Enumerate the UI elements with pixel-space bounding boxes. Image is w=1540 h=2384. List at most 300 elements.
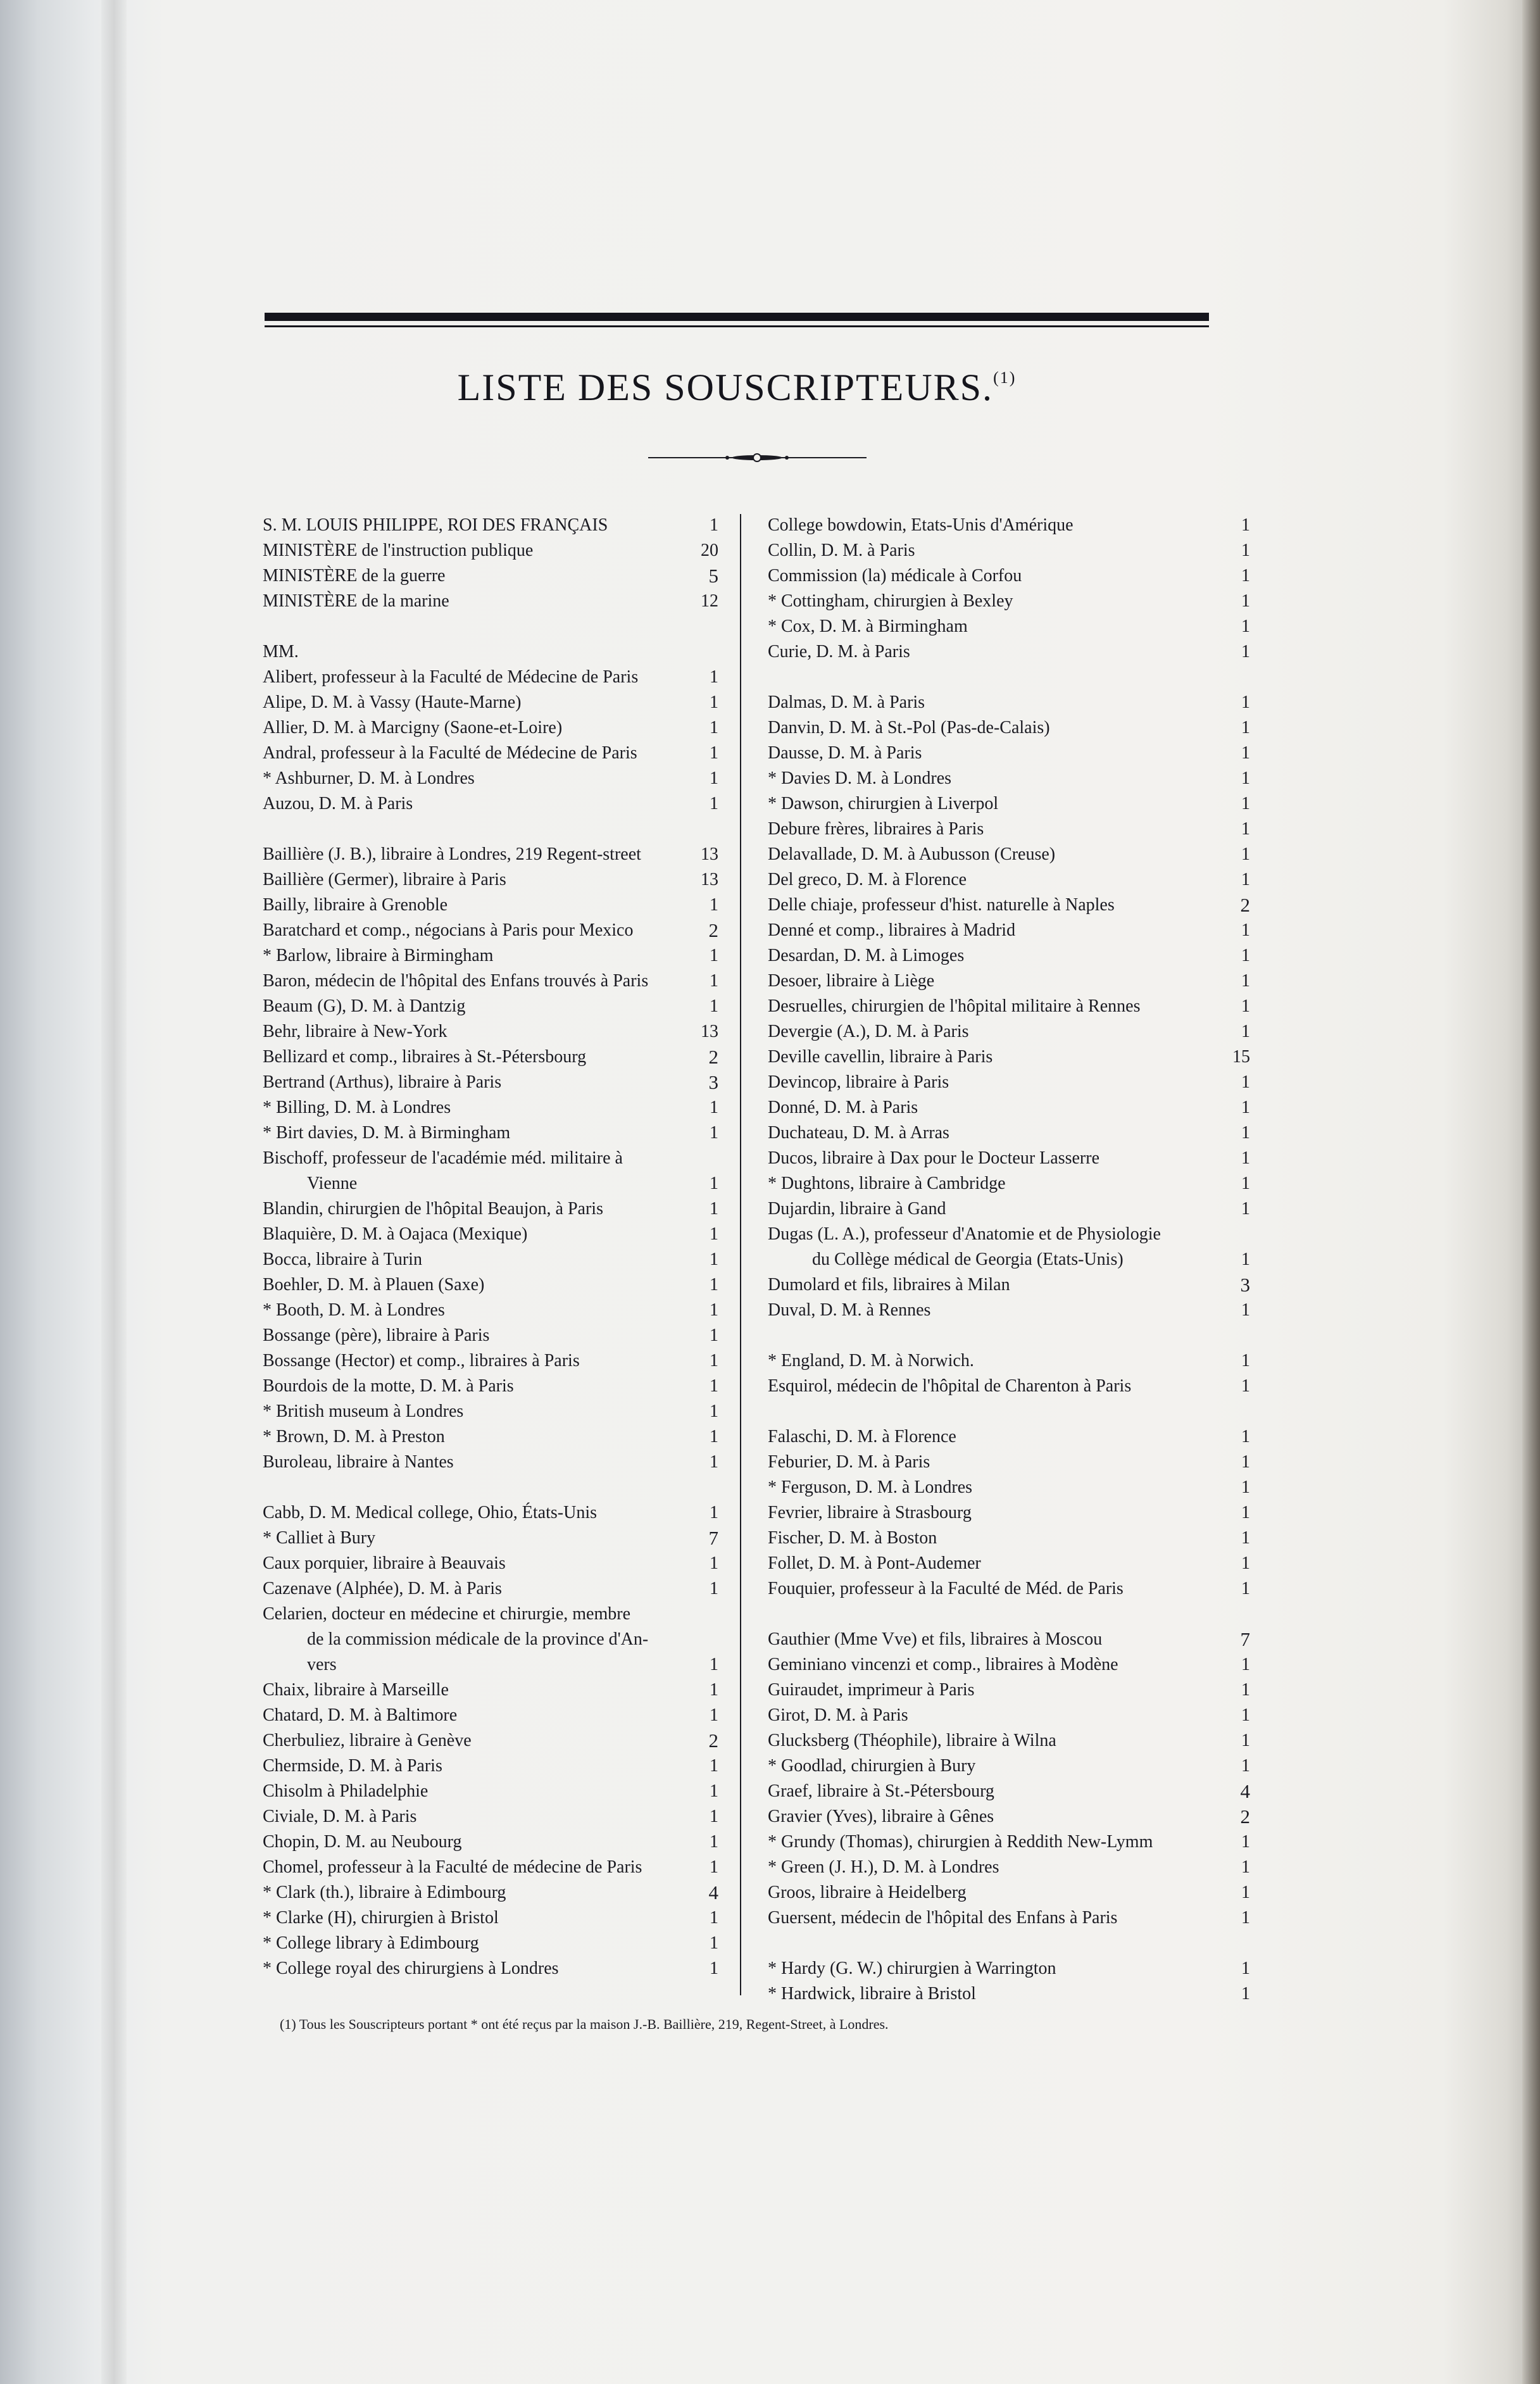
subscriber-name: Chisolm à Philadelphie bbox=[263, 1781, 429, 1801]
copies-count: 1 bbox=[710, 1275, 718, 1295]
subscriber-entry bbox=[263, 1450, 718, 1475]
copies-count: 1 bbox=[1241, 1857, 1250, 1877]
copies-count: 1 bbox=[1241, 769, 1250, 788]
subscriber-entry bbox=[263, 1070, 718, 1095]
copies-count: 1 bbox=[1241, 1250, 1250, 1269]
subscriber-name: Baillière (Germer), libraire à Paris bbox=[263, 870, 506, 889]
subscriber-entry bbox=[768, 715, 1250, 741]
copies-count: 1 bbox=[1241, 1123, 1250, 1143]
subscriber-entry bbox=[768, 969, 1250, 994]
copies-count: 1 bbox=[1241, 1148, 1250, 1168]
copies-count: 1 bbox=[1241, 1300, 1250, 1320]
copies-count: 1 bbox=[1241, 1427, 1250, 1446]
subscriber-name: Groos, libraire à Heidelberg bbox=[768, 1883, 967, 1902]
subscriber-entry bbox=[768, 1196, 1250, 1222]
top-rule-thick bbox=[265, 313, 1209, 321]
subscriber-name: * College royal des chirurgiens à Londres bbox=[263, 1959, 559, 1978]
subscriber-entry bbox=[263, 1526, 718, 1551]
copies-count: 1 bbox=[1241, 1098, 1250, 1117]
subscriber-entry bbox=[768, 1703, 1250, 1728]
subscriber-entry bbox=[768, 1171, 1250, 1196]
copies-count: 1 bbox=[710, 1857, 718, 1877]
subscriber-name-continuation: de la commission médicale de la province d'An- bbox=[307, 1629, 649, 1649]
copies-count: 13 bbox=[701, 870, 718, 889]
subscriber-name: Desruelles, chirurgien de l'hôpital militaire à Rennes bbox=[768, 996, 1141, 1016]
subscriber-entry bbox=[263, 1753, 718, 1779]
footnote: (1) Tous les Souscripteurs portant * ont été reçus par la maison J.-B. Baillière, 219, Regent-Street, à Londres. bbox=[280, 2016, 889, 2032]
subscriber-name: Cabb, D. M. Medical college, Ohio, États-Unis bbox=[263, 1503, 598, 1522]
section-gap bbox=[263, 817, 718, 842]
subscriber-entry bbox=[768, 1120, 1250, 1146]
copies-count: 1 bbox=[1241, 1553, 1250, 1573]
copies-count: 1 bbox=[710, 515, 718, 535]
copies-count: 1 bbox=[710, 971, 718, 991]
subscriber-name: Dujardin, libraire à Gand bbox=[768, 1199, 946, 1219]
copies-count: 1 bbox=[710, 1781, 718, 1801]
copies-count: 1 bbox=[710, 1098, 718, 1117]
copies-count: 1 bbox=[710, 1680, 718, 1700]
subscriber-name: Cherbuliez, libraire à Genève bbox=[263, 1731, 472, 1750]
subscriber-entry bbox=[768, 1450, 1250, 1475]
copies-count: 1 bbox=[710, 1832, 718, 1852]
copies-count: 1 bbox=[710, 667, 718, 687]
subscriber-entry bbox=[768, 1146, 1250, 1171]
subscriber-entry bbox=[263, 1196, 718, 1222]
copies-count: 1 bbox=[710, 794, 718, 813]
section-gap bbox=[263, 1475, 718, 1500]
subscriber-entry bbox=[768, 1956, 1250, 1981]
copies-count: 1 bbox=[1241, 1705, 1250, 1725]
copies-count: 1 bbox=[1241, 946, 1250, 965]
subscriber-name: Gravier (Yves), libraire à Gênes bbox=[768, 1807, 994, 1826]
subscriber-name: * Grundy (Thomas), chirurgien à Reddith New-Lymm bbox=[768, 1832, 1153, 1852]
subscriber-entry bbox=[263, 1272, 718, 1298]
subscriber-entry bbox=[263, 1829, 718, 1855]
subscriber-entry bbox=[768, 1880, 1250, 1905]
subscriber-name: * Hardy (G. W.) chirurgien à Warrington bbox=[768, 1959, 1056, 1978]
subscriber-name: Bourdois de la motte, D. M. à Paris bbox=[263, 1376, 514, 1396]
copies-count: 1 bbox=[1241, 1883, 1250, 1902]
copies-count: 1 bbox=[710, 1326, 718, 1345]
subscriber-name: Devergie (A.), D. M. à Paris bbox=[768, 1022, 969, 1041]
subscriber-entry bbox=[768, 1652, 1250, 1678]
subscriber-name: Dalmas, D. M. à Paris bbox=[768, 693, 925, 712]
subscriber-name: Buroleau, libraire à Nantes bbox=[263, 1452, 454, 1472]
section-gap bbox=[263, 614, 718, 639]
copies-count: 12 bbox=[701, 591, 718, 611]
subscriber-entry bbox=[768, 1627, 1250, 1652]
subscriber-entry bbox=[263, 715, 718, 741]
copies-count: 1 bbox=[710, 1579, 718, 1598]
subscriber-name: * Cottingham, chirurgien à Bexley bbox=[768, 591, 1013, 611]
subscriber-entry bbox=[263, 690, 718, 715]
copies-count: 1 bbox=[1241, 1680, 1250, 1700]
subscriber-entry bbox=[768, 1374, 1250, 1399]
copies-count: 1 bbox=[1241, 1174, 1250, 1193]
copies-count: 2 bbox=[708, 1046, 718, 1068]
copies-count: 1 bbox=[710, 1300, 718, 1320]
copies-count: 1 bbox=[710, 1553, 718, 1573]
copies-count: 1 bbox=[710, 1402, 718, 1421]
copies-count: 1 bbox=[710, 1224, 718, 1244]
subscriber-entry bbox=[768, 589, 1250, 614]
copies-count: 1 bbox=[710, 1807, 718, 1826]
subscriber-entry bbox=[263, 1602, 718, 1678]
subscriber-name: S. M. LOUIS PHILIPPE, ROI DES FRANÇAIS bbox=[263, 515, 608, 535]
subscriber-name: Commission (la) médicale à Corfou bbox=[768, 566, 1022, 586]
subscriber-entry bbox=[768, 1019, 1250, 1045]
copies-count: 1 bbox=[1241, 870, 1250, 889]
copies-count: 1 bbox=[1241, 743, 1250, 763]
copies-count: 2 bbox=[1240, 894, 1250, 916]
subscriber-entry bbox=[768, 513, 1250, 538]
subscriber-entry bbox=[263, 766, 718, 791]
subscriber-name: Denné et comp., libraires à Madrid bbox=[768, 920, 1016, 940]
subscriber-entry bbox=[768, 1576, 1250, 1602]
copies-count: 1 bbox=[1241, 1984, 1250, 2004]
subscriber-name: * Ashburner, D. M. à Londres bbox=[263, 769, 475, 788]
subscriber-entry bbox=[263, 1019, 718, 1045]
subscriber-name: Chatard, D. M. à Baltimore bbox=[263, 1705, 458, 1725]
subscriber-entry bbox=[768, 1475, 1250, 1500]
section-gap bbox=[768, 1399, 1250, 1424]
copies-count: 1 bbox=[1241, 1908, 1250, 1928]
subscriber-entry bbox=[263, 791, 718, 817]
subscriber-entry bbox=[768, 893, 1250, 918]
subscriber-entry bbox=[768, 1981, 1250, 2007]
subscriber-entry bbox=[768, 1526, 1250, 1551]
subscriber-entry bbox=[768, 766, 1250, 791]
subscriber-name: Curie, D. M. à Paris bbox=[768, 642, 910, 662]
subscriber-entry bbox=[263, 1703, 718, 1728]
subscriber-entry bbox=[768, 741, 1250, 766]
title-footnote-marker: (1) bbox=[993, 368, 1017, 387]
copies-count: 1 bbox=[1241, 693, 1250, 712]
subscriber-name: Chomel, professeur à la Faculté de médecine de Paris bbox=[263, 1857, 642, 1877]
subscriber-entry bbox=[263, 918, 718, 943]
copies-count: 1 bbox=[1241, 1351, 1250, 1371]
subscriber-entry bbox=[768, 1500, 1250, 1526]
subscriber-name: Civiale, D. M. à Paris bbox=[263, 1807, 417, 1826]
copies-count: 7 bbox=[1240, 1628, 1250, 1650]
copies-count: 1 bbox=[710, 743, 718, 763]
copies-count: 1 bbox=[1241, 591, 1250, 611]
copies-count: 1 bbox=[1241, 1199, 1250, 1219]
subscriber-name: MINISTÈRE de la marine bbox=[263, 591, 449, 611]
subscriber-name: Chermside, D. M. à Paris bbox=[263, 1756, 442, 1776]
subscriber-name-continuation: Vienne bbox=[307, 1174, 358, 1193]
copies-count: 1 bbox=[710, 1452, 718, 1472]
copies-count: 1 bbox=[710, 996, 718, 1016]
copies-count: 1 bbox=[1241, 819, 1250, 839]
subscriber-name: Bailly, libraire à Grenoble bbox=[263, 895, 448, 915]
section-gap bbox=[768, 1602, 1250, 1627]
subscriber-name: Dugas (L. A.), professeur d'Anatomie et de Physiologie bbox=[768, 1224, 1161, 1244]
subscriber-entry bbox=[263, 1779, 718, 1804]
copies-count: 1 bbox=[710, 1351, 718, 1371]
page-title bbox=[265, 366, 1209, 410]
copies-count: 3 bbox=[1240, 1274, 1250, 1296]
subscriber-name: Andral, professeur à la Faculté de Médecine de Paris bbox=[263, 743, 637, 763]
copies-count: 1 bbox=[710, 1376, 718, 1396]
subscriber-entry bbox=[263, 1804, 718, 1829]
subscriber-entry bbox=[768, 614, 1250, 639]
copies-count: 1 bbox=[710, 1655, 718, 1674]
copies-count: 1 bbox=[1241, 1503, 1250, 1522]
subscriber-name: Duval, D. M. à Rennes bbox=[768, 1300, 931, 1320]
copies-count: 1 bbox=[1241, 1655, 1250, 1674]
subscriber-name: * Birt davies, D. M. à Birmingham bbox=[263, 1123, 511, 1143]
subscriber-entry bbox=[768, 563, 1250, 589]
subscriber-name: Ducos, libraire à Dax pour le Docteur Lasserre bbox=[768, 1148, 1100, 1168]
top-rule-thin bbox=[265, 325, 1209, 327]
subscriber-name: Debure frères, libraires à Paris bbox=[768, 819, 984, 839]
subscriber-name: Alipe, D. M. à Vassy (Haute-Marne) bbox=[263, 693, 522, 712]
copies-count: 3 bbox=[708, 1071, 718, 1093]
copies-count: 1 bbox=[710, 1123, 718, 1143]
copies-count: 1 bbox=[1241, 1832, 1250, 1852]
subscriber-name: Fischer, D. M. à Boston bbox=[768, 1528, 937, 1548]
subscriber-name: * Calliet à Bury bbox=[263, 1528, 376, 1548]
subscriber-name: Fouquier, professeur à la Faculté de Méd. de Paris bbox=[768, 1579, 1124, 1598]
subscriber-name: * College library à Edimbourg bbox=[263, 1933, 479, 1953]
subscriber-name: MM. bbox=[263, 642, 299, 662]
copies-count: 1 bbox=[1241, 1731, 1250, 1750]
subscriber-entry bbox=[768, 1045, 1250, 1070]
subscriber-name: Blandin, chirurgien de l'hôpital Beaujon, à Paris bbox=[263, 1199, 603, 1219]
subscriber-name: Bertrand (Arthus), libraire à Paris bbox=[263, 1072, 502, 1092]
subscriber-entry bbox=[768, 791, 1250, 817]
subscriber-name: * Goodlad, chirurgien à Bury bbox=[768, 1756, 976, 1776]
subscriber-entry bbox=[263, 563, 718, 589]
subscriber-name: * Brown, D. M. à Preston bbox=[263, 1427, 445, 1446]
subscriber-name: Duchateau, D. M. à Arras bbox=[768, 1123, 949, 1143]
subscriber-entry bbox=[263, 1247, 718, 1272]
subscriber-name: * Booth, D. M. à Londres bbox=[263, 1300, 445, 1320]
subscriber-name: Desoer, libraire à Liège bbox=[768, 971, 935, 991]
subscriber-name: Fevrier, libraire à Strasbourg bbox=[768, 1503, 972, 1522]
subscriber-name: Alibert, professeur à la Faculté de Médecine de Paris bbox=[263, 667, 639, 687]
subscriber-entry bbox=[263, 969, 718, 994]
subscriber-name: * England, D. M. à Norwich. bbox=[768, 1351, 974, 1371]
subscriber-name: * Clark (th.), libraire à Edimbourg bbox=[263, 1883, 506, 1902]
copies-count: 4 bbox=[1240, 1780, 1250, 1802]
subscriber-name: Beaum (G), D. M. à Dantzig bbox=[263, 996, 466, 1016]
subscriber-entry bbox=[768, 1298, 1250, 1323]
subscriber-name: Gauthier (Mme Vve) et fils, libraires à Moscou bbox=[768, 1629, 1103, 1649]
subscriber-name: * Dawson, chirurgien à Liverpol bbox=[768, 794, 999, 813]
subscriber-entry bbox=[768, 1272, 1250, 1298]
subscriber-name: Delle chiaje, professeur d'hist. naturelle à Naples bbox=[768, 895, 1115, 915]
copies-count: 1 bbox=[1241, 996, 1250, 1016]
page-edge-shadow bbox=[1522, 0, 1540, 2384]
copies-count: 1 bbox=[710, 1705, 718, 1725]
subscriber-name: Auzou, D. M. à Paris bbox=[263, 794, 413, 813]
subscriber-name: Celarien, docteur en médecine et chirurgie, membre bbox=[263, 1604, 630, 1624]
subscriber-entry bbox=[263, 893, 718, 918]
subscriber-entry bbox=[263, 538, 718, 563]
subscriber-entry bbox=[768, 1070, 1250, 1095]
copies-count: 1 bbox=[1241, 515, 1250, 535]
subscriber-name: Bischoff, professeur de l'académie méd. militaire à bbox=[263, 1148, 623, 1168]
copies-count: 1 bbox=[710, 718, 718, 737]
binding-shadow bbox=[101, 0, 127, 2384]
subscriber-name: Boehler, D. M. à Plauen (Saxe) bbox=[263, 1275, 485, 1295]
copies-count: 1 bbox=[1241, 1072, 1250, 1092]
copies-count: 1 bbox=[1241, 642, 1250, 662]
copies-count: 1 bbox=[710, 1174, 718, 1193]
subscriber-name: Baron, médecin de l'hôpital des Enfans trouvés à Paris bbox=[263, 971, 649, 991]
copies-count: 1 bbox=[1241, 1528, 1250, 1548]
subscriber-name: Graef, libraire à St.-Pétersbourg bbox=[768, 1781, 994, 1801]
subscriber-entry bbox=[263, 513, 718, 538]
subscriber-name: Bocca, libraire à Turin bbox=[263, 1250, 422, 1269]
subscriber-name: Follet, D. M. à Pont-Audemer bbox=[768, 1553, 981, 1573]
section-gap bbox=[768, 1323, 1250, 1348]
subscriber-entry bbox=[263, 842, 718, 867]
subscriber-name: Guersent, médecin de l'hôpital des Enfans à Paris bbox=[768, 1908, 1118, 1928]
copies-count: 1 bbox=[1241, 1477, 1250, 1497]
copies-count: 1 bbox=[1241, 1579, 1250, 1598]
subscriber-entry bbox=[768, 817, 1250, 842]
subscriber-name: Bossange (père), libraire à Paris bbox=[263, 1326, 490, 1345]
copies-count: 5 bbox=[708, 565, 718, 587]
subscriber-entry bbox=[768, 1678, 1250, 1703]
copies-count: 2 bbox=[708, 919, 718, 941]
subscriber-entry bbox=[263, 1222, 718, 1247]
subscriber-entry bbox=[768, 918, 1250, 943]
subscriber-name: Falaschi, D. M. à Florence bbox=[768, 1427, 956, 1446]
section-gap bbox=[768, 665, 1250, 690]
subscriber-name: MINISTÈRE de la guerre bbox=[263, 566, 446, 586]
copies-count: 13 bbox=[701, 1022, 718, 1041]
copies-count: 1 bbox=[710, 693, 718, 712]
copies-count: 1 bbox=[1241, 617, 1250, 636]
subscriber-entry bbox=[263, 1399, 718, 1424]
subscriber-name-continuation: du Collège médical de Georgia (Etats-Unis) bbox=[812, 1250, 1124, 1269]
subscriber-name: Baillière (J. B.), libraire à Londres, 219 Regent-street bbox=[263, 844, 641, 864]
subscriber-name: Feburier, D. M. à Paris bbox=[768, 1452, 930, 1472]
subscriber-entry bbox=[768, 867, 1250, 893]
subscriber-entry bbox=[768, 1855, 1250, 1880]
subscriber-name: Delavallade, D. M. à Aubusson (Creuse) bbox=[768, 844, 1056, 864]
subscriber-entry bbox=[768, 1728, 1250, 1753]
subscriber-entry bbox=[768, 1905, 1250, 1931]
subscriber-name: Cazenave (Alphée), D. M. à Paris bbox=[263, 1579, 502, 1598]
subscriber-entry bbox=[263, 1298, 718, 1323]
subscriber-entry bbox=[768, 1348, 1250, 1374]
copies-count: 1 bbox=[710, 1250, 718, 1269]
subscriber-entry bbox=[263, 741, 718, 766]
subscriber-name: Esquirol, médecin de l'hôpital de Charenton à Paris bbox=[768, 1376, 1132, 1396]
copies-count: 1 bbox=[1241, 1022, 1250, 1041]
copies-count: 1 bbox=[1241, 920, 1250, 940]
subscriber-name: Bossange (Hector) et comp., libraires à Paris bbox=[263, 1351, 580, 1371]
copies-count: 7 bbox=[708, 1527, 718, 1549]
subscriber-entry bbox=[263, 1905, 718, 1931]
subscriber-entry bbox=[768, 690, 1250, 715]
copies-count: 1 bbox=[710, 1199, 718, 1219]
subscriber-name: * Clarke (H), chirurgien à Bristol bbox=[263, 1908, 499, 1928]
subscriber-entry bbox=[263, 1576, 718, 1602]
copies-count: 2 bbox=[1240, 1805, 1250, 1828]
copies-count: 4 bbox=[708, 1881, 718, 1904]
subscriber-entry bbox=[263, 1045, 718, 1070]
subscriber-name: Chaix, libraire à Marseille bbox=[263, 1680, 449, 1700]
subscriber-entry bbox=[263, 1500, 718, 1526]
subscriber-entry bbox=[768, 1222, 1250, 1272]
subscriber-name: Danvin, D. M. à St.-Pol (Pas-de-Calais) bbox=[768, 718, 1050, 737]
copies-count: 1 bbox=[1241, 566, 1250, 586]
subscriber-entry bbox=[263, 1678, 718, 1703]
subscriber-name: Glucksberg (Théophile), libraire à Wilna bbox=[768, 1731, 1056, 1750]
subscriber-name: Dumolard et fils, libraires à Milan bbox=[768, 1275, 1010, 1295]
subscriber-entry bbox=[263, 639, 718, 665]
subscriber-entry bbox=[768, 994, 1250, 1019]
subscriber-name: College bowdowin, Etats-Unis d'Amérique bbox=[768, 515, 1074, 535]
copies-count: 1 bbox=[710, 1427, 718, 1446]
subscriber-name: * Ferguson, D. M. à Londres bbox=[768, 1477, 973, 1497]
subscriber-entry bbox=[263, 1931, 718, 1956]
subscriber-entry bbox=[768, 1095, 1250, 1120]
copies-count: 20 bbox=[701, 541, 718, 560]
subscriber-name: * Barlow, libraire à Birmingham bbox=[263, 946, 494, 965]
section-gap bbox=[768, 1931, 1250, 1956]
subscriber-entry bbox=[263, 1348, 718, 1374]
subscriber-name: * Green (J. H.), D. M. à Londres bbox=[768, 1857, 999, 1877]
copies-count: 1 bbox=[710, 895, 718, 915]
copies-count: 1 bbox=[1241, 1756, 1250, 1776]
subscriber-name: * British museum à Londres bbox=[263, 1402, 464, 1421]
subscriber-entry bbox=[768, 1753, 1250, 1779]
subscriber-name: Deville cavellin, libraire à Paris bbox=[768, 1047, 993, 1067]
subscriber-name: Caux porquier, libraire à Beauvais bbox=[263, 1553, 506, 1573]
subscriber-name: Behr, libraire à New-York bbox=[263, 1022, 448, 1041]
subscriber-name: Geminiano vincenzi et comp., libraires à Modène bbox=[768, 1655, 1118, 1674]
subscriber-entry bbox=[263, 1956, 718, 1981]
subscriber-name: Girot, D. M. à Paris bbox=[768, 1705, 908, 1725]
subscriber-name: * Cox, D. M. à Birmingham bbox=[768, 617, 968, 636]
ornament-rule bbox=[648, 453, 867, 462]
subscriber-name: Devincop, libraire à Paris bbox=[768, 1072, 949, 1092]
subscriber-entry bbox=[263, 1855, 718, 1880]
copies-count: 1 bbox=[1241, 1959, 1250, 1978]
subscriber-name: * Davies D. M. à Londres bbox=[768, 769, 952, 788]
subscriber-entry bbox=[263, 1880, 718, 1905]
copies-count: 1 bbox=[1241, 794, 1250, 813]
subscriber-name: Chopin, D. M. au Neubourg bbox=[263, 1832, 462, 1852]
copies-count: 1 bbox=[710, 1503, 718, 1522]
subscriber-name: Guiraudet, imprimeur à Paris bbox=[768, 1680, 975, 1700]
subscriber-column-left bbox=[263, 513, 718, 1981]
subscriber-entry bbox=[768, 842, 1250, 867]
copies-count: 1 bbox=[1241, 541, 1250, 560]
copies-count: 13 bbox=[701, 844, 718, 864]
copies-count: 1 bbox=[710, 769, 718, 788]
copies-count: 1 bbox=[1241, 971, 1250, 991]
subscriber-name: * Billing, D. M. à Londres bbox=[263, 1098, 451, 1117]
title-text: LISTE DES SOUSCRIPTEURS. bbox=[457, 367, 994, 408]
subscriber-entry bbox=[263, 1323, 718, 1348]
subscriber-entry bbox=[768, 1829, 1250, 1855]
subscriber-entry bbox=[263, 1728, 718, 1753]
subscriber-entry bbox=[768, 1424, 1250, 1450]
subscriber-name: MINISTÈRE de l'instruction publique bbox=[263, 541, 534, 560]
subscriber-name: * Hardwick, libraire à Bristol bbox=[768, 1984, 976, 2004]
copies-count: 1 bbox=[710, 1908, 718, 1928]
copies-count: 2 bbox=[708, 1729, 718, 1752]
subscriber-entry bbox=[768, 639, 1250, 665]
